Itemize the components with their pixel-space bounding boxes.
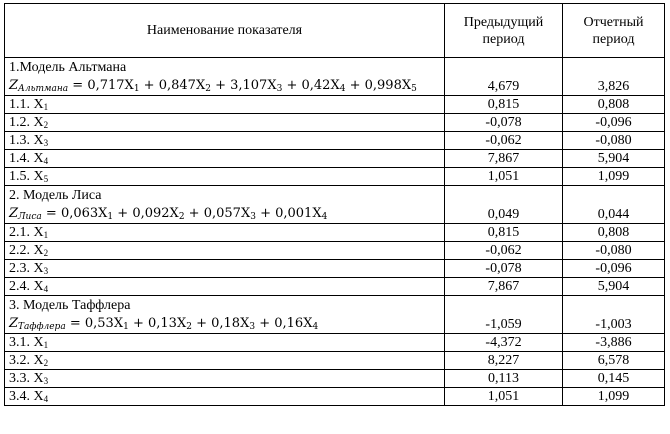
report-value: -0,080	[563, 132, 665, 150]
formula-index: 4	[339, 84, 346, 94]
report-value: -3,886	[563, 334, 665, 352]
formula-coefficient: 0,847	[158, 78, 196, 93]
formula-coefficient: 0,001	[275, 206, 313, 221]
prev-value: 0,815	[445, 96, 563, 114]
formula-index: 3	[250, 212, 256, 222]
formula-z: Z	[9, 316, 19, 331]
model-name-cell	[5, 58, 445, 96]
model-row	[5, 186, 665, 224]
model-report-value: 3,826	[563, 58, 665, 96]
table-row	[5, 132, 665, 150]
table-body	[5, 58, 665, 406]
indicator-label-cell	[5, 168, 445, 186]
formula-index: 4	[312, 322, 319, 332]
indicator-label: 1.2. X	[9, 115, 44, 130]
table-row	[5, 334, 665, 352]
indicator-label-cell	[5, 132, 445, 150]
formula-z: Z	[9, 78, 19, 93]
model-name-cell	[5, 186, 445, 224]
indicator-label: 1.3. X	[9, 133, 44, 148]
prev-value: 1,051	[445, 388, 563, 406]
header-name: Наименование показателя	[5, 4, 445, 58]
prev-value: 0,815	[445, 224, 563, 242]
indicator-index: 2	[43, 248, 49, 258]
prev-value: 0,113	[445, 370, 563, 388]
report-value: 1,099	[563, 168, 665, 186]
formula-index: 2	[186, 322, 192, 332]
model-name-cell	[5, 296, 445, 334]
report-value: 1,099	[563, 388, 665, 406]
header-row	[5, 4, 665, 58]
indicator-label-cell	[5, 242, 445, 260]
table-row	[5, 278, 665, 296]
formula-coefficient: 0,16	[274, 316, 304, 331]
indicator-index: 3	[43, 376, 49, 386]
formula-index: 1	[133, 84, 140, 94]
indicator-index: 4	[43, 394, 49, 404]
formula-z-subscript: Лиса	[18, 212, 42, 222]
prev-value: -0,062	[445, 242, 563, 260]
prev-value: -0,078	[445, 260, 563, 278]
table-row	[5, 150, 665, 168]
formula-index: 3	[276, 84, 283, 94]
indicator-label: 2.2. X	[9, 243, 44, 258]
formula-coefficient: 0,063	[60, 206, 99, 221]
formula-coefficient: 0,057	[203, 206, 241, 221]
indicator-label: 1.4. X	[9, 151, 44, 166]
indicator-index: 5	[43, 174, 49, 184]
formula-index: 1	[107, 212, 114, 222]
indicator-label-cell	[5, 278, 445, 296]
model-row	[5, 296, 665, 334]
table-row	[5, 260, 665, 278]
indicator-label-cell	[5, 150, 445, 168]
indicator-index: 1	[43, 340, 49, 350]
model-prev-value: 0,049	[445, 186, 563, 224]
report-value: 6,578	[563, 352, 665, 370]
indicator-label-cell	[5, 370, 445, 388]
model-row	[5, 58, 665, 96]
formula-index: 2	[178, 212, 185, 222]
model-report-value: 0,044	[563, 186, 665, 224]
indicator-label-cell	[5, 114, 445, 132]
indicator-index: 1	[43, 102, 49, 112]
report-value: 0,145	[563, 370, 665, 388]
indicator-index: 4	[43, 284, 49, 294]
report-value: -0,096	[563, 260, 665, 278]
prev-value: -0,062	[445, 132, 563, 150]
model-formula: $Z_{Таффлера} = 0,53X_1 + 0,13X_2 + 0,18X_3 + 0,16X_4$	[9, 316, 319, 332]
prev-value: -4,372	[445, 334, 563, 352]
formula-z-subscript: Таффлера	[18, 322, 66, 332]
formula-index: 4	[321, 212, 328, 222]
indicator-label-cell	[5, 388, 445, 406]
table-row	[5, 352, 665, 370]
indicator-label: 1.5. X	[9, 169, 44, 184]
model-title: 1.Модель Альтмана	[9, 60, 127, 75]
indicator-index: 2	[43, 358, 49, 368]
indicator-label: 3.3. X	[9, 371, 44, 386]
formula-coefficient: 3,107	[230, 78, 268, 93]
formula-coefficient: 0,53	[84, 316, 114, 331]
model-title: 2. Модель Лиса	[9, 188, 102, 203]
table-row	[5, 388, 665, 406]
indicator-label: 2.3. X	[9, 261, 44, 276]
report-value: 0,808	[563, 96, 665, 114]
table-row	[5, 96, 665, 114]
formula-z: Z	[9, 206, 19, 221]
indicator-label: 3.2. X	[9, 353, 44, 368]
prev-value: 8,227	[445, 352, 563, 370]
model-prev-value: -1,059	[445, 296, 563, 334]
indicator-label: 2.4. X	[9, 279, 44, 294]
prev-value: -0,078	[445, 114, 563, 132]
header-report: Отчетный период	[563, 4, 665, 58]
indicators-table	[4, 3, 665, 406]
table-row	[5, 242, 665, 260]
indicator-label-cell	[5, 224, 445, 242]
indicator-index: 4	[43, 156, 49, 166]
report-value: 0,808	[563, 224, 665, 242]
indicator-label: 3.4. X	[9, 389, 44, 404]
formula-index: 2	[205, 84, 211, 94]
report-value: 5,904	[563, 278, 665, 296]
formula-index: 5	[411, 84, 417, 94]
indicator-label-cell	[5, 334, 445, 352]
formula-coefficient: 0,42	[301, 78, 331, 93]
formula-z-subscript: Альтмана	[18, 84, 69, 94]
indicator-label: 1.1. X	[9, 97, 44, 112]
prev-value: 7,867	[445, 278, 563, 296]
model-formula: $Z_{Лиса} = 0,063X_1 + 0,092X_2 + 0,057X_3 + 0,001X_4$	[9, 206, 328, 222]
indicator-label-cell	[5, 96, 445, 114]
table-row	[5, 114, 665, 132]
indicator-label: 2.1. X	[9, 225, 44, 240]
table-row	[5, 168, 665, 186]
formula-index: 1	[123, 322, 129, 332]
report-value: 5,904	[563, 150, 665, 168]
indicator-index: 2	[43, 120, 49, 130]
report-value: -0,096	[563, 114, 665, 132]
formula-coefficient: 0,13	[148, 316, 177, 331]
indicator-index: 1	[43, 230, 49, 240]
formula-coefficient: 0,18	[211, 316, 241, 331]
formula-index: 3	[249, 322, 256, 332]
model-title: 3. Модель Таффлера	[9, 298, 131, 313]
formula-coefficient: 0,998	[364, 78, 402, 93]
indicator-label-cell	[5, 352, 445, 370]
table-row	[5, 370, 665, 388]
model-prev-value: 4,679	[445, 58, 563, 96]
indicator-label: 3.1. X	[9, 335, 44, 350]
formula-coefficient: 0,092	[132, 206, 170, 221]
prev-value: 1,051	[445, 168, 563, 186]
formula-coefficient: 0,717	[87, 78, 125, 93]
report-value: -0,080	[563, 242, 665, 260]
prev-value: 7,867	[445, 150, 563, 168]
table-row	[5, 224, 665, 242]
indicator-index: 3	[43, 138, 49, 148]
indicator-index: 3	[43, 266, 49, 276]
header-prev: Предыдущий период	[445, 4, 563, 58]
indicator-label-cell	[5, 260, 445, 278]
model-report-value: -1,003	[563, 296, 665, 334]
model-formula: $Z_{Альтмана} = 0,717X_1 + 0,847X_2 + 3,107X_3 + 0,42X_4 + 0,998X_5$	[9, 78, 417, 94]
